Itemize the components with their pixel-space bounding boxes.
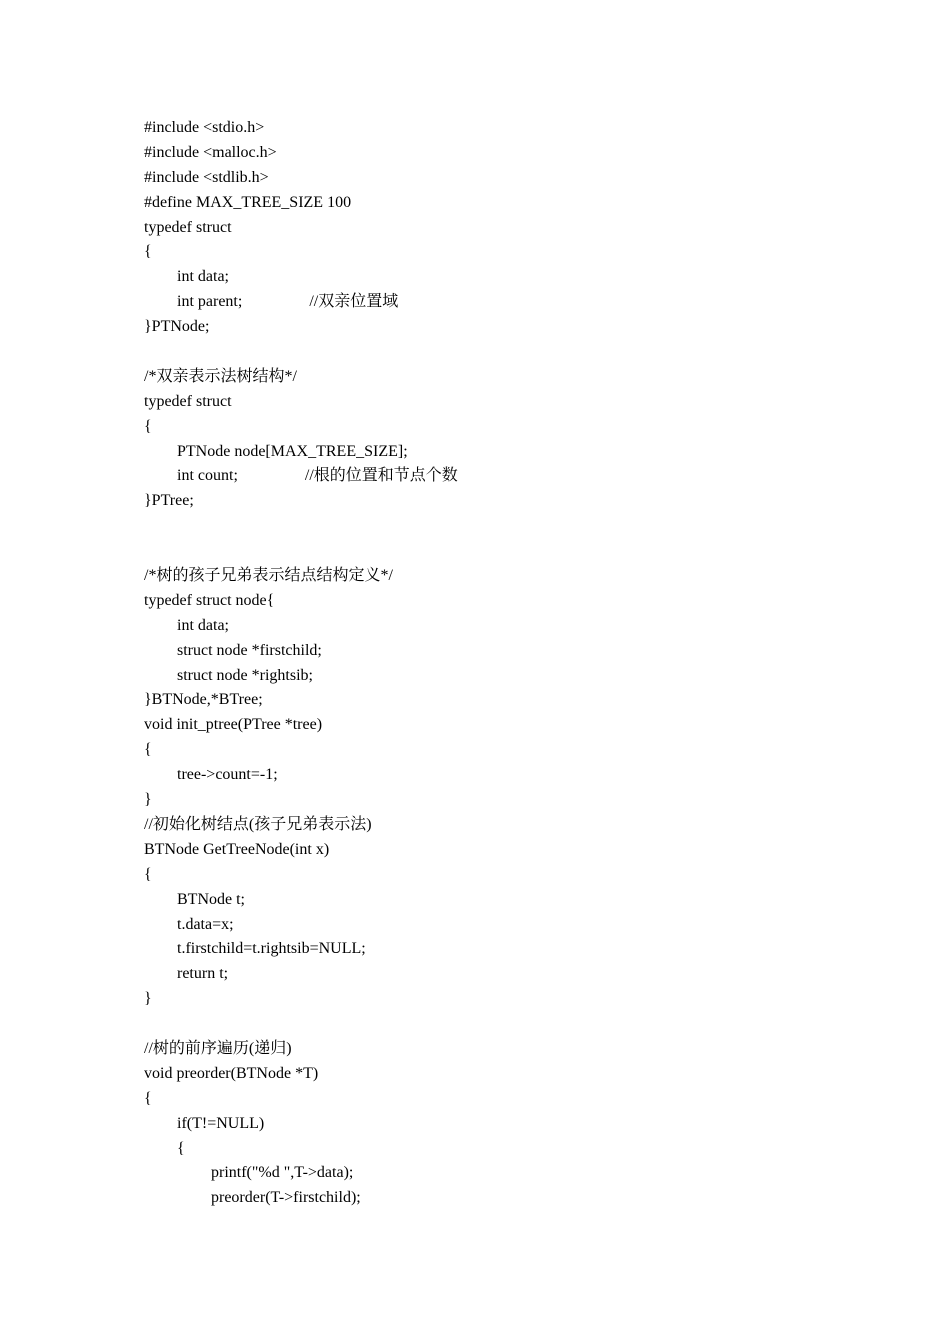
code-text: int parent;	[177, 293, 243, 311]
code-line: }	[144, 990, 152, 1008]
code-line: {	[177, 1139, 185, 1157]
code-line: /*树的孩子兄弟表示结点结构定义*/	[144, 567, 393, 585]
code-line: if(T!=NULL)	[177, 1114, 265, 1132]
code-line: {	[144, 243, 152, 261]
code-line: #include <malloc.h>	[144, 143, 277, 161]
code-line: {	[144, 1089, 152, 1107]
code-line: //树的前序遍历(递归)	[144, 1039, 292, 1057]
code-line: BTNode GetTreeNode(int x)	[144, 840, 330, 858]
code-line-with-comment	[144, 290, 458, 315]
code-line: typedef struct node{	[144, 591, 275, 609]
code-line: typedef struct	[144, 392, 232, 410]
blank-line	[144, 340, 458, 365]
code-line: {	[144, 865, 152, 883]
code-line: tree->count=-1;	[177, 766, 278, 784]
code-line: void init_ptree(PTree *tree)	[144, 716, 323, 734]
code-line-with-comment	[144, 464, 458, 489]
blank-line	[144, 539, 458, 564]
code-line: PTNode node[MAX_TREE_SIZE];	[177, 442, 408, 460]
code-line: void preorder(BTNode *T)	[144, 1064, 319, 1082]
code-line: return t;	[177, 965, 229, 983]
blank-line	[144, 1012, 458, 1037]
code-line: int data;	[177, 616, 229, 634]
code-line: //初始化树结点(孩子兄弟表示法)	[144, 815, 372, 833]
code-line: {	[144, 417, 152, 435]
code-line: struct node *rightsib;	[177, 666, 313, 684]
blank-line	[144, 514, 458, 539]
code-line: }BTNode,*BTree;	[144, 691, 263, 709]
code-line: BTNode t;	[177, 890, 245, 908]
code-line: }PTree;	[144, 492, 194, 510]
code-text: int count;	[177, 467, 238, 485]
code-line: preorder(T->firstchild);	[211, 1189, 361, 1207]
code-line: #include <stdlib.h>	[144, 168, 269, 186]
code-line: printf("%d ",T->data);	[211, 1164, 354, 1182]
code-comment: //根的位置和节点个数	[304, 467, 458, 485]
code-line: }PTNode;	[144, 318, 210, 336]
code-comment: //双亲位置域	[309, 293, 399, 311]
code-line: int data;	[177, 268, 229, 286]
code-line: /*双亲表示法树结构*/	[144, 367, 297, 385]
code-block	[144, 116, 458, 1211]
code-line: {	[144, 741, 152, 759]
code-line: t.data=x;	[177, 915, 234, 933]
code-line: struct node *firstchild;	[177, 641, 322, 659]
code-line: #define MAX_TREE_SIZE 100	[144, 193, 352, 211]
code-line: typedef struct	[144, 218, 232, 236]
code-line: #include <stdio.h>	[144, 119, 265, 136]
code-line: }	[144, 791, 152, 809]
code-line: t.firstchild=t.rightsib=NULL;	[177, 940, 366, 958]
